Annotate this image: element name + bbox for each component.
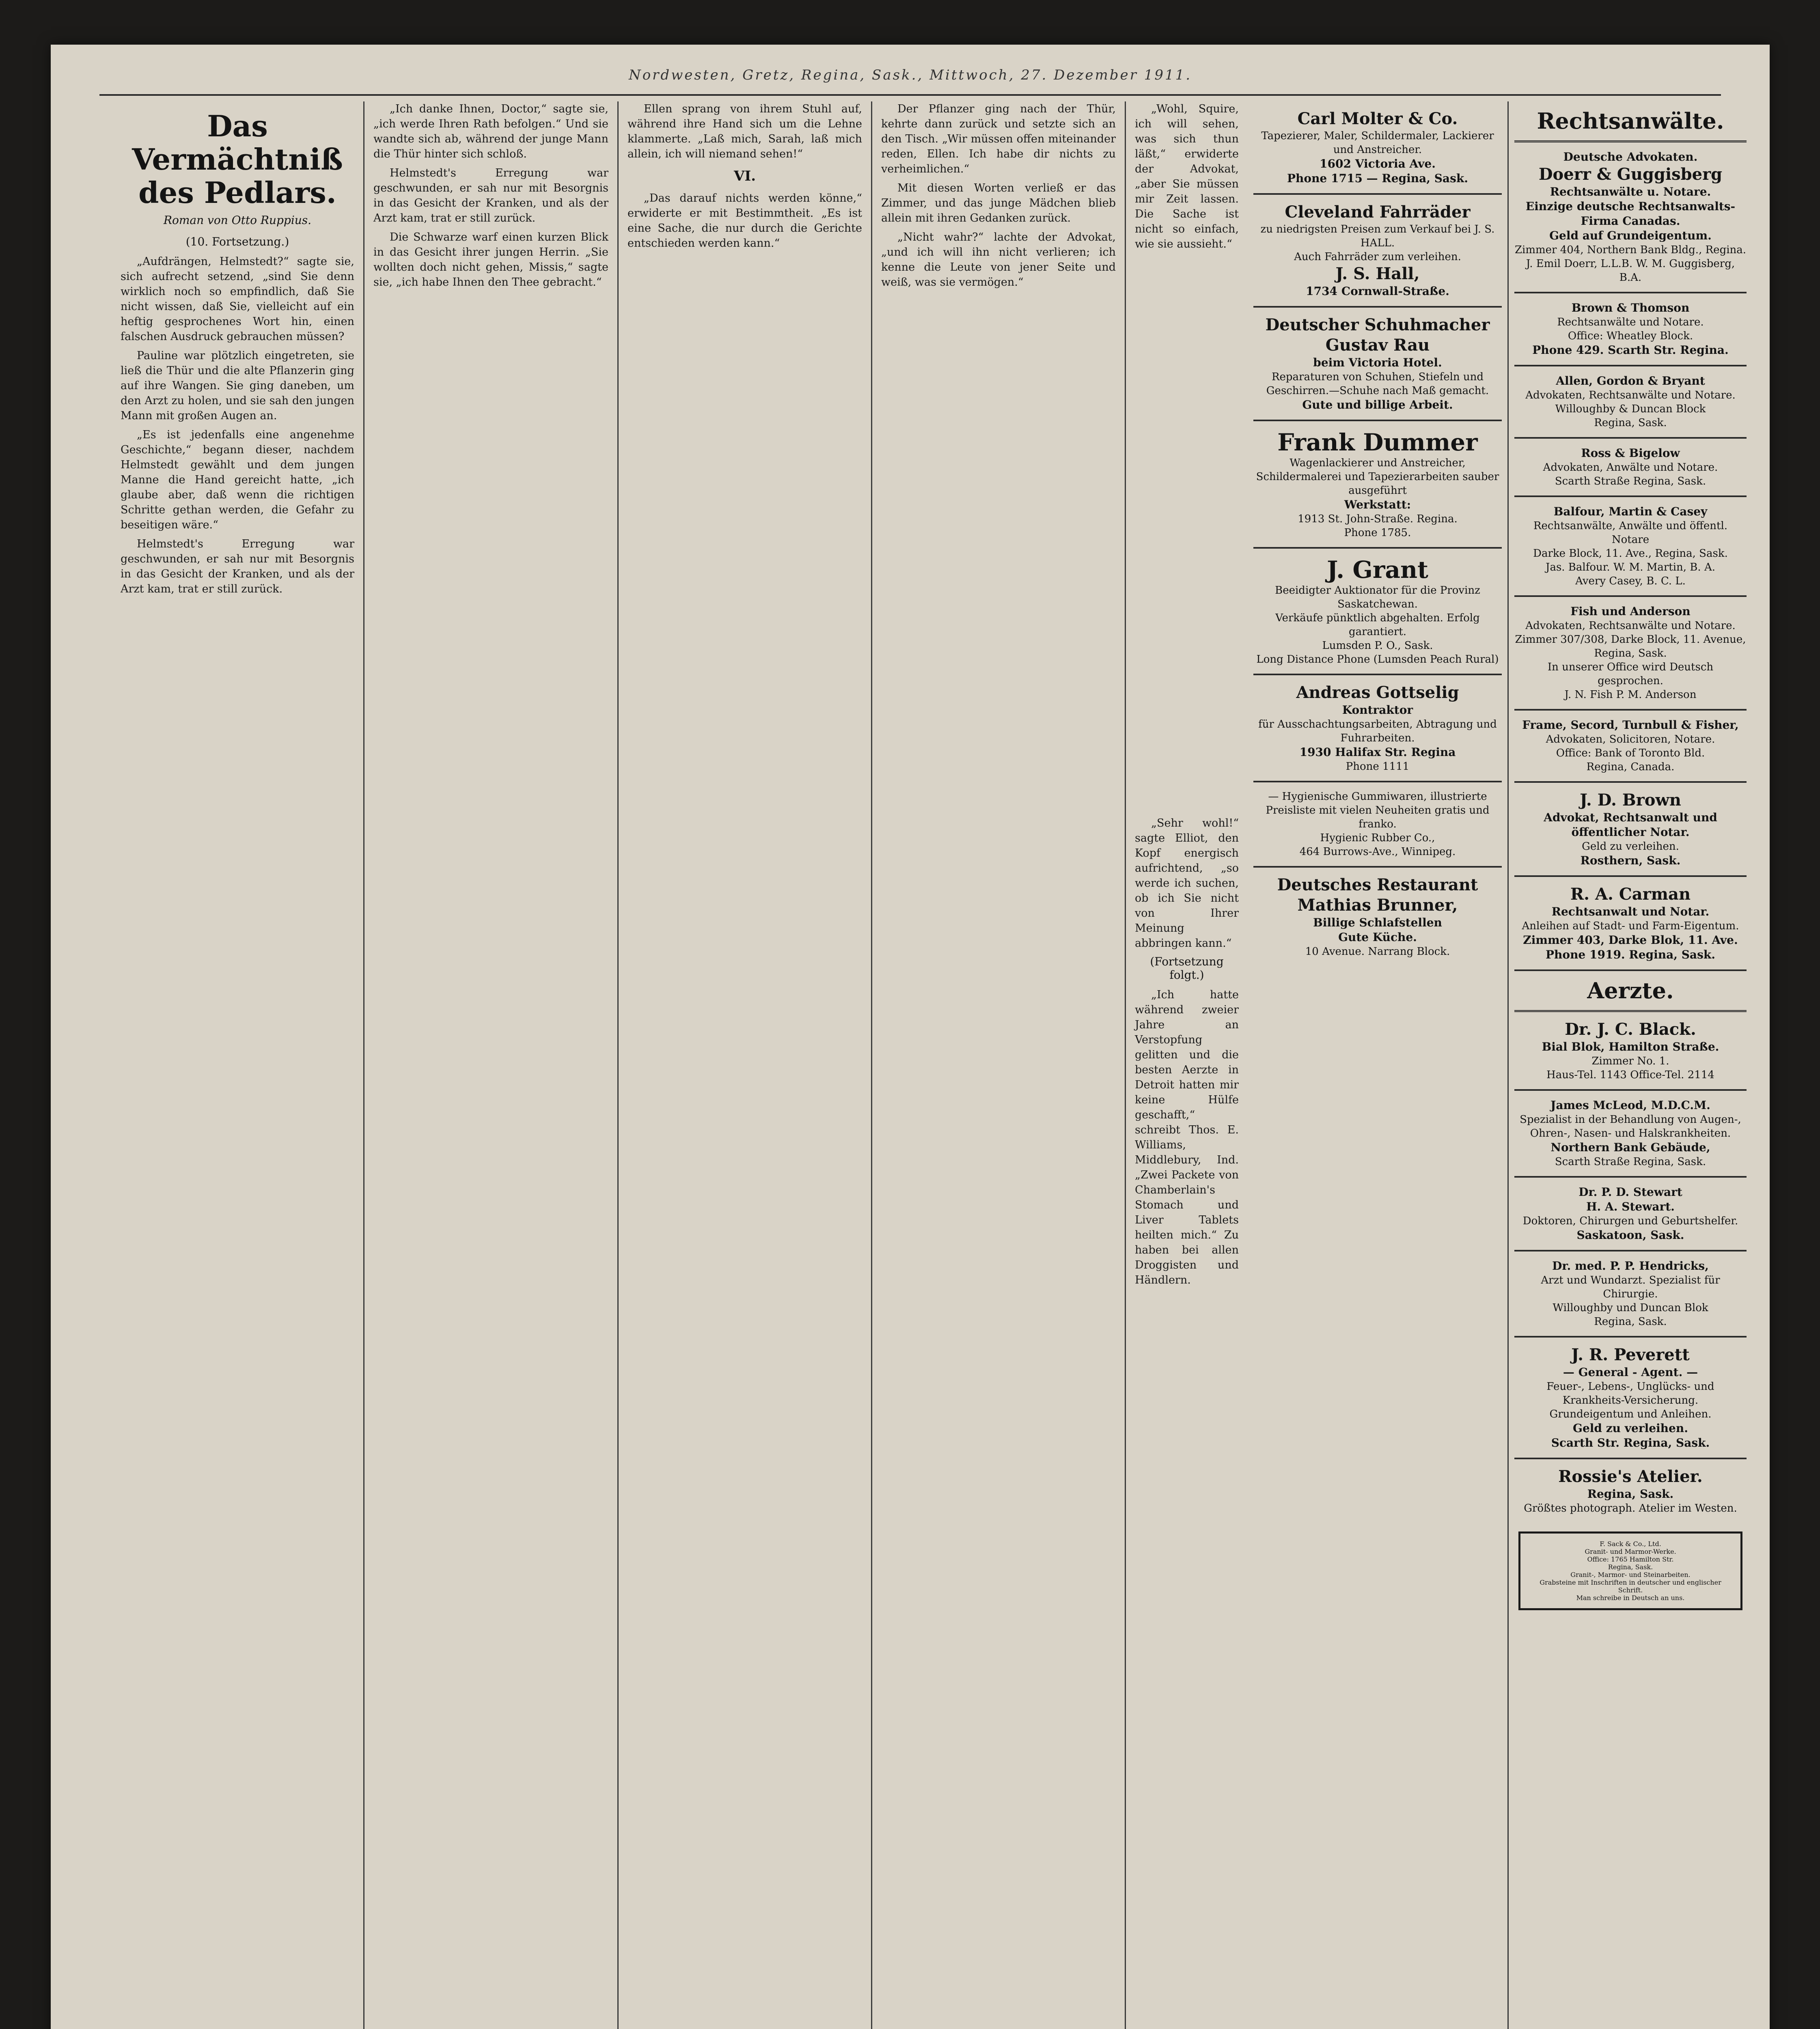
paragraph: Ellen sprang von ihrem Stuhl auf, während ihre Hand sich um die Lehne klammerte. „Laß mich, Sarah, laß mich allein, ich will niemand sehen!“ bbox=[628, 103, 862, 160]
ad-cleveland: Cleveland Fahrräder zu niedrigsten Preisen zum Verkauf bei J. S. HALL. Auch Fahrräder zum verleihen. J. S. Hall, 1734 Cornwall-Straße. bbox=[1253, 195, 1502, 308]
column-5-bottom bbox=[1126, 816, 1248, 2029]
paragraph: Der Pflanzer ging nach der Thür, kehrte dann zurück und setzte sich an den Tisch. „Wir müssen offen miteinander reden, Ellen. Ich habe dir nichts zu verheimlichen.“ bbox=[881, 103, 1116, 175]
ad-frame: Frame, Secord, Turnbull & Fisher, Advokaten, Solicitoren, Notare. Office: Bank of Toronto Bld. Regina, Canada. bbox=[1514, 711, 1747, 783]
ad-brown-thomson: Brown & Thomson Rechtsanwälte und Notare. Office: Wheatley Block. Phone 429. Scarth Str. Regina. bbox=[1514, 293, 1747, 366]
ad-black: Dr. J. C. Black. Bial Blok, Hamilton Straße. Zimmer No. 1. Haus-Tel. 1143 Office-Tel. 2114 bbox=[1514, 1012, 1747, 1091]
ad-restaurant: Deutsches Restaurant Mathias Brunner, Billige Schlafstellen Gute Küche. 10 Avenue. Narrang Block. bbox=[1277, 875, 1478, 958]
ad-ross: Ross & Bigelow Advokaten, Anwälte und Notare. Scarth Straße Regina, Sask. bbox=[1514, 439, 1747, 497]
ad-mcleod: James McLeod, M.D.C.M. Spezialist in der Behandlung von Augen-, Ohren-, Nasen- und Halskrankheiten. Northern Bank Gebäude, Scarth Straße Regina, Sask. bbox=[1514, 1091, 1747, 1178]
ad-hendricks: Dr. med. P. P. Hendricks, Arzt und Wundarzt. Spezialist für Chirurgie. Willoughby und Duncan Blok Regina, Sask. bbox=[1514, 1251, 1747, 1338]
paragraph: „Ich danke Ihnen, Doctor,“ sagte sie, „ich werde Ihren Rath befolgen.“ Und sie wandte sich ab, während der junge Mann die Thür hinter sich schloß. bbox=[373, 103, 608, 160]
paragraph: „Das darauf nichts werden könne,“ erwiderte er mit Bestimmtheit. „Es ist eine Sache, die nur durch die Gerichte entschieden werden kann.“ bbox=[628, 192, 862, 250]
ad-rossie: Rossie's Atelier. Regina, Sask. Größtes photograph. Atelier im Westen. bbox=[1524, 1467, 1737, 1514]
ad-allen: Allen, Gordon & Bryant Advokaten, Rechtsanwälte und Notare. Willoughby & Duncan Block Regina, Sask. bbox=[1514, 366, 1747, 439]
header-rule bbox=[99, 94, 1721, 96]
ad-peverett: J. R. Peverett — General - Agent. — Feuer-, Lebens-, Unglücks- und Krankheits-Versicherung. Grundeigentum und Anleihen. Geld zu verleihen. Scarth Str. Regina, Sask. bbox=[1514, 1338, 1747, 1459]
ad-molter: Carl Molter & Co. Tapezierer, Maler, Schildermaler, Lackierer und Anstreicher. 1602 Victoria Ave. Phone 1715 — Regina, Sask. bbox=[1253, 101, 1502, 195]
ad-sack: F. Sack & Co., Ltd. Granit- und Marmor-Werke. Office: 1765 Hamilton Str. Regina, Sask. Granit-, Marmor- und Steinarbeiten. Grabsteine mit Inschriften in deutscher und englischer Schrift. Man schreibe in Deutsch an uns. bbox=[1518, 1531, 1742, 1610]
ad-balfour: Balfour, Martin & Casey Rechtsanwälte, Anwälte und öffentl. Notare Darke Block, 11. Ave., Regina, Sask. Jas. Balfour. W. M. Martin, B. A. Avery Casey, B. C. L. bbox=[1514, 497, 1747, 597]
paragraph: Helmstedt's Erregung war geschwunden, er sah nur mit Besorgnis in das Gesicht der Kranken, und als der Arzt kam, trat er still zurück. bbox=[373, 167, 608, 224]
masthead: Nordwesten, Gretz, Regina, Sask., Mittwoch, 27. Dezember 1911. bbox=[628, 67, 1192, 83]
health-notice: „Ich hatte während zweier Jahre an Verstopfung gelitten und die besten Aerzte in Detroit hatten mir keine Hülfe geschafft,“ schreibt Thos. E. Williams, Middlebury, Ind. „Zwei Packete von Chamberlain's Stomach und Liver Tablets heilten mich.“ Zu haben bei allen Droggisten und Händlern. bbox=[1135, 989, 1239, 1286]
paragraph: „Es ist jedenfalls eine angenehme Geschichte,“ begann dieser, nachdem Helmstedt gewählt und dem jungen Manne die Hand gereicht hatte, „ich glaube aber, daß wenn die richtigen Schritte gethan werden, die Gefahr zu beseitigen wäre.“ bbox=[121, 429, 354, 531]
paragraph: „Wohl, Squire, ich will sehen, was sich thun läßt,“ erwiderte der Advokat, „aber Sie müssen mir Zeit lassen. Die Sache ist nicht so einfach, wie sie aussieht.“ bbox=[1135, 103, 1239, 250]
story-part: (10. Fortsetzung.) bbox=[185, 235, 289, 248]
ad-jd-brown: J. D. Brown Advokat, Rechtsanwalt und öffentlicher Notar. Geld zu verleihen. Rosthern, Sask. bbox=[1514, 783, 1747, 877]
column-6-ads bbox=[1248, 101, 1507, 1278]
paragraph: „Nicht wahr?“ lachte der Advokat, „und ich will ihn nicht verlieren; ich kenne die Leute von jener Seite und weiß, was sie vermögen.“ bbox=[881, 231, 1116, 289]
paragraph: Helmstedt's Erregung war geschwunden, er sah nur mit Besorgnis in das Gesicht der Kranken, und als der Arzt kam, trat er still zurück. bbox=[121, 538, 354, 595]
paragraph: Mit diesen Worten verließ er das Zimmer, und das junge Mädchen blieb allein mit ihren Gedanken zurück. bbox=[881, 182, 1116, 224]
paragraph: Die Schwarze warf einen kurzen Blick in das Gesicht ihrer jungen Herrin. „Sie wollten doch nicht gehen, Missis,“ sagte sie, „ich habe Ihnen den Thee gebracht.“ bbox=[373, 231, 608, 289]
column-5-top bbox=[1126, 101, 1248, 812]
doctors-heading: Aerzte. bbox=[1514, 971, 1747, 1012]
newspaper-page bbox=[51, 45, 1770, 2029]
ad-fish: Fish und Anderson Advokaten, Rechtsanwälte und Notare. Zimmer 307/308, Darke Block, 11. Avenue, Regina, Sask. In unserer Office wird Deutsch gesprochen. J. N. Fish P. M. Anderson bbox=[1514, 597, 1747, 711]
ad-stewart: Dr. P. D. Stewart H. A. Stewart. Doktoren, Chirurgen und Geburtshelfer. Saskatoon, Sask. bbox=[1514, 1178, 1747, 1251]
column-4 bbox=[872, 101, 1125, 2029]
story-title: Das Vermächtniß des Pedlars. bbox=[132, 109, 343, 210]
ad-dummer: Frank Dummer Wagenlackierer und Anstreicher, Schildermalerei und Tapezierarbeiten sauber ausgeführt Werkstatt: 1913 St. John-Straße. Regina. Phone 1785. bbox=[1253, 421, 1502, 549]
ad-rubber: — Hygienische Gummiwaren, illustrierte Preisliste mit vielen Neuheiten gratis und franko. Hygienic Rubber Co., 464 Burrows-Ave., Winnipeg. bbox=[1253, 782, 1502, 868]
ad-rau: Deutscher Schuhmacher Gustav Rau beim Victoria Hotel. Reparaturen von Schuhen, Stiefeln und Geschirren.—Schuhe nach Maß gemacht. Gute und billige Arbeit. bbox=[1253, 308, 1502, 421]
ad-carman: R. A. Carman Rechtsanwalt und Notar. Anleihen auf Stadt- und Farm-Eigentum. Zimmer 403, Darke Blok, 11. Ave. Phone 1919. Regina, Sask. bbox=[1514, 877, 1747, 971]
chapter-heading: VI. bbox=[733, 168, 756, 184]
column-7-directory bbox=[1509, 101, 1752, 2029]
story-byline: Roman von Otto Ruppius. bbox=[163, 213, 312, 227]
column-3 bbox=[619, 101, 871, 2029]
ad-gottselig: Andreas Gottselig Kontraktor für Ausschachtungsarbeiten, Abtragung und Fuhrarbeiten. 1930 Halifax Str. Regina Phone 1111 bbox=[1253, 675, 1502, 782]
paragraph: „Aufdrängen, Helmstedt?“ sagte sie, sich aufrecht setzend, „sind Sie denn wirklich noch so empfindlich, daß Sie nicht wissen, daß Sie, vielleicht auf ein heftig gesprochenes Wort hin, einen falschen Ausdruck gebrauchen müssen? bbox=[121, 255, 354, 343]
lawyers-heading: Rechtsanwälte. bbox=[1514, 101, 1747, 142]
paragraph: Pauline war plötzlich eingetreten, sie ließ die Thür und die alte Pflanzerin ging auf ihre Wangen. Sie ging daneben, um den Arzt zu holen, und sie sah den jungen Mann mit großen Augen an. bbox=[121, 349, 354, 422]
ad-doerr: Deutsche Advokaten. Doerr & Guggisberg Rechtsanwälte u. Notare. Einzige deutsche Rechtsanwalts-Firma Canadas. Geld auf Grundeigentum. Zimmer 404, Northern Bank Bldg., Regina. J. Emil Doerr, L.L.B. W. M. Guggisberg, B.A. bbox=[1514, 142, 1747, 293]
column-2 bbox=[364, 101, 617, 2029]
to-be-continued: (Fortsetzung folgt.) bbox=[1150, 955, 1224, 982]
paragraph: „Sehr wohl!“ sagte Elliot, den Kopf energisch aufrichtend, „so werde ich suchen, ob ich Sie nicht von Ihrer Meinung abbringen kann.“ bbox=[1135, 817, 1239, 950]
column-1 bbox=[112, 101, 363, 2029]
ad-grant: J. Grant Beeidigter Auktionator für die Provinz Saskatchewan. Verkäufe pünktlich abgehalten. Erfolg garantiert. Lumsden P. O., Sask. Long Distance Phone (Lumsden Peach Rural) bbox=[1253, 549, 1502, 675]
